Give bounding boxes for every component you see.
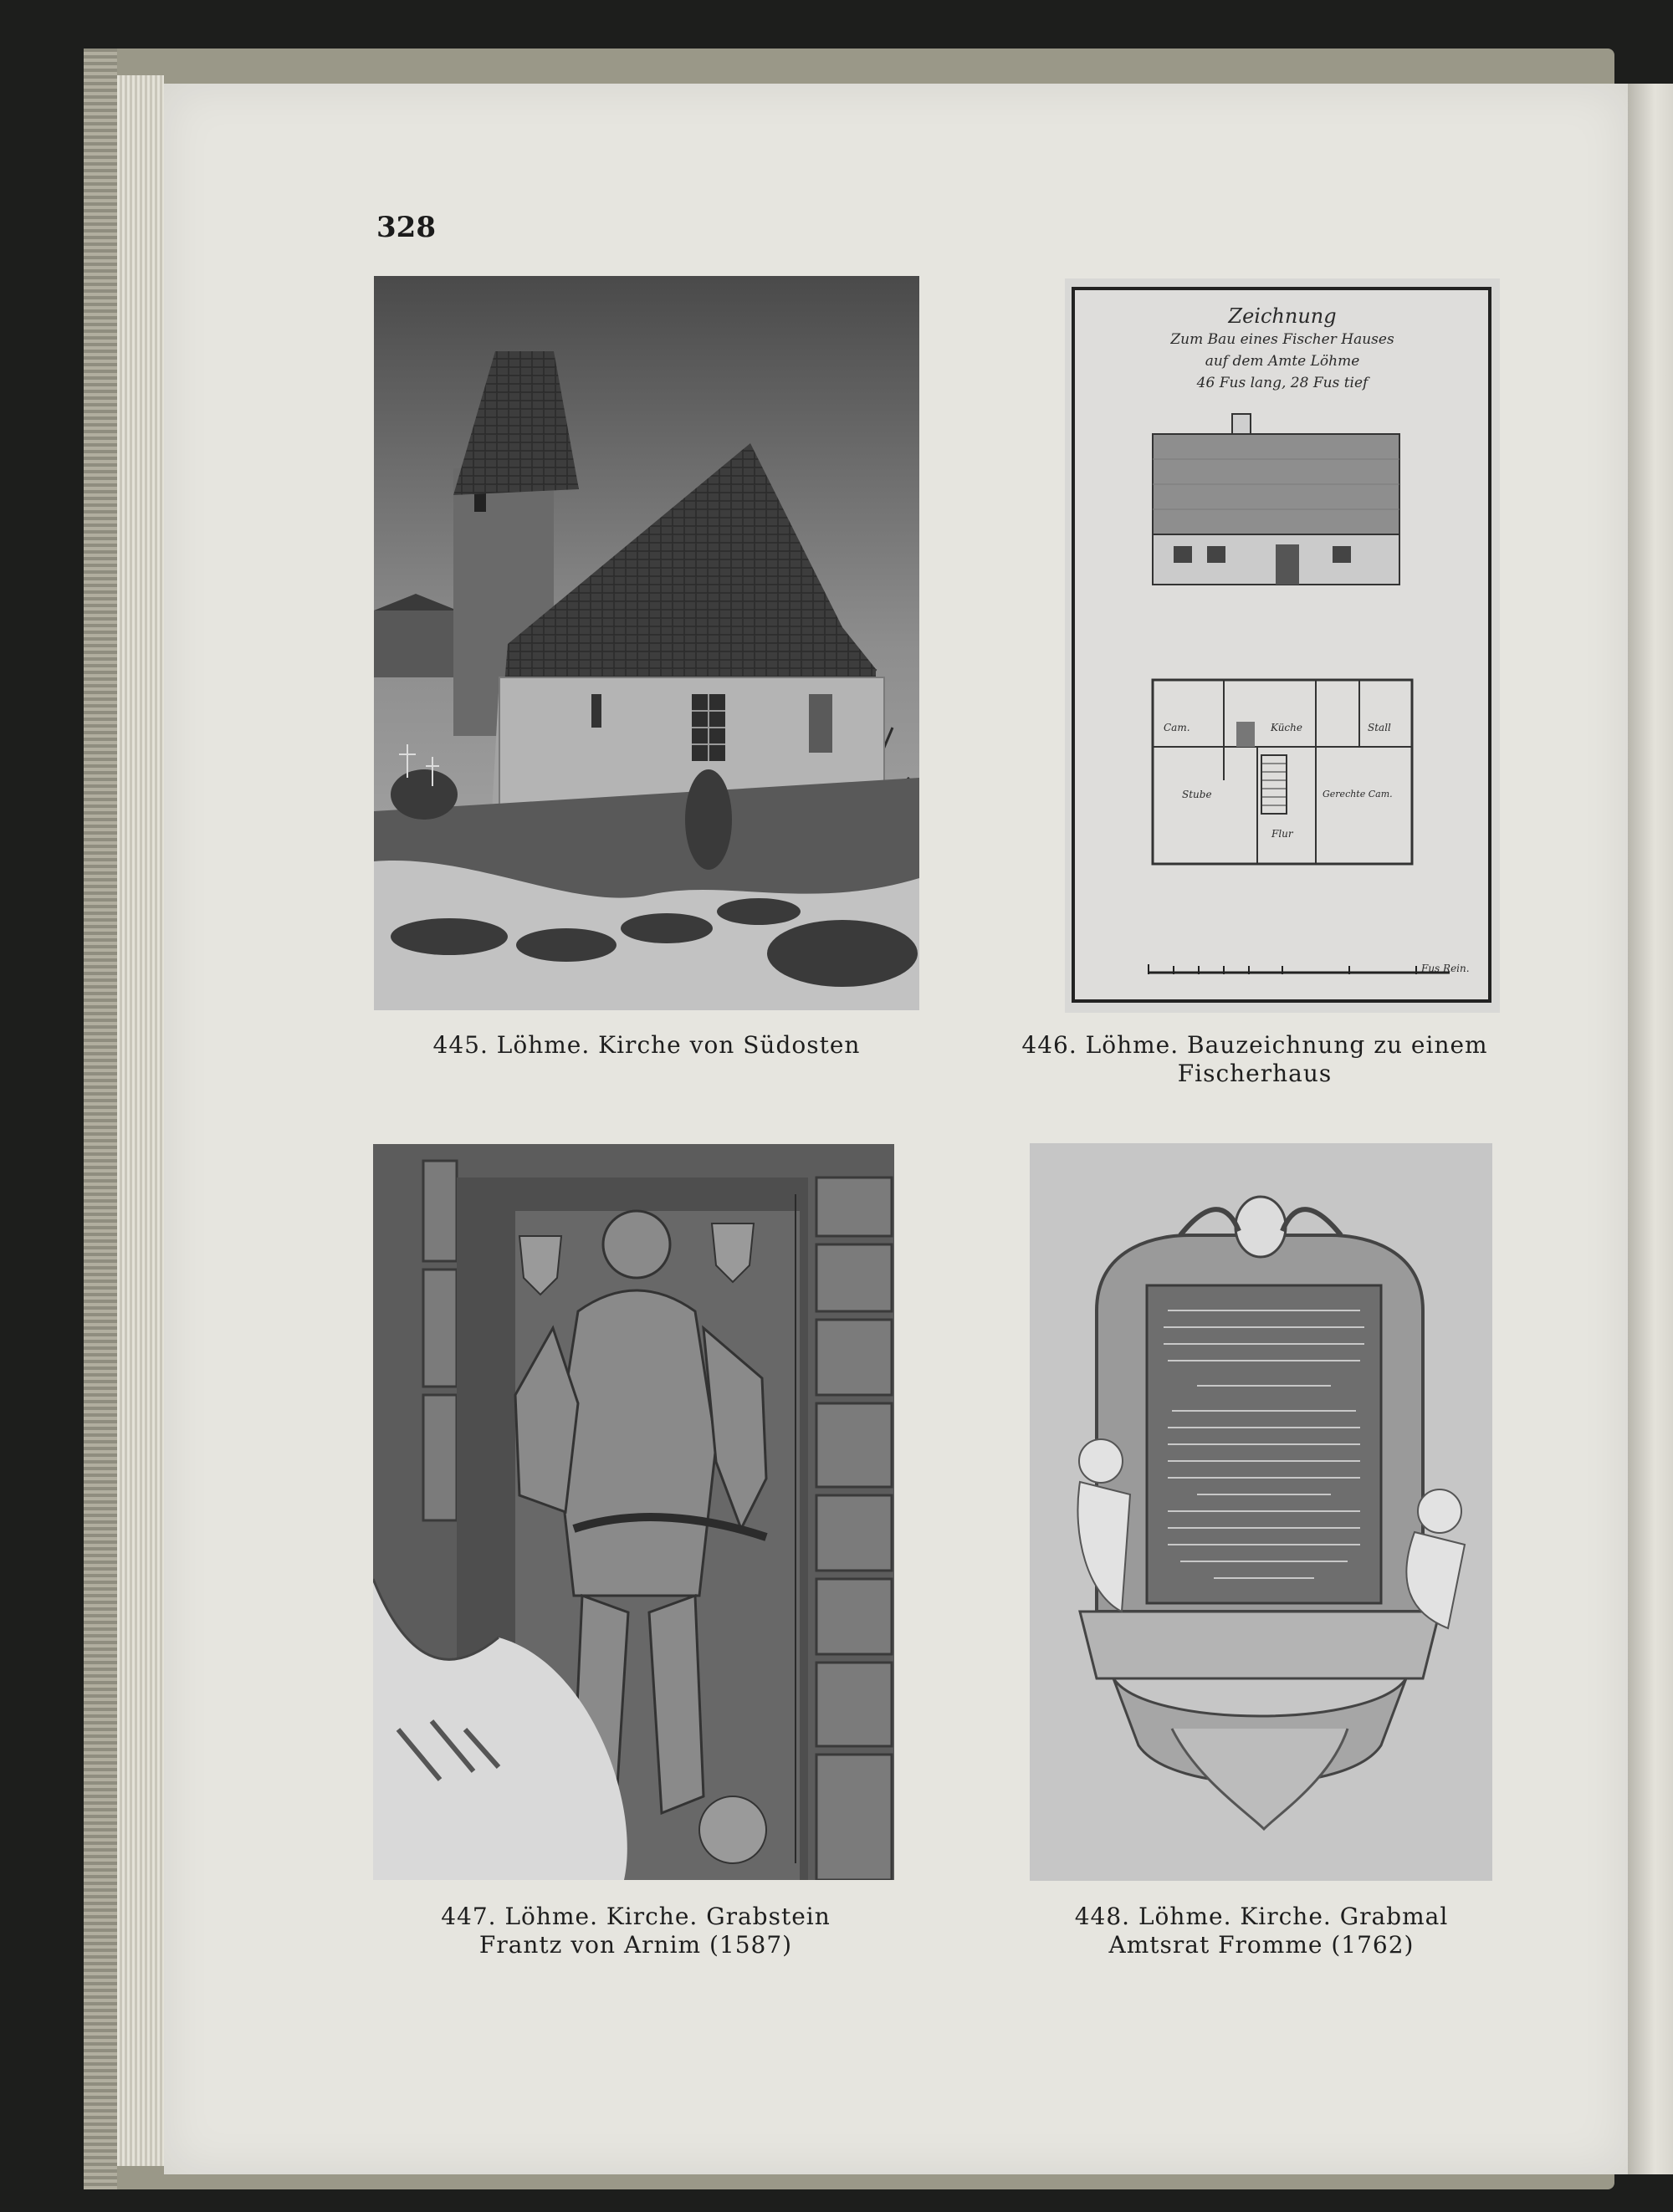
epitaph-photo <box>1030 1143 1492 1881</box>
scale-label: Fus Rein. <box>1421 963 1470 974</box>
room-label: Cam. <box>1164 722 1190 733</box>
figure-447-caption <box>351 1903 920 1959</box>
figure-447-caption-line-2: Frantz von Arnim (1587) <box>478 1931 793 1959</box>
figure-446-caption-line-1: 446. Löhme. Bauzeichnung zu einem Fischerhaus <box>1021 1031 1488 1087</box>
drawing-title-line-2: Zum Bau eines Fischer Hauses <box>1170 331 1394 348</box>
drawing-title <box>1115 304 1450 394</box>
room-label: Gerechte Cam. <box>1323 789 1393 799</box>
gravestone-photo <box>373 1144 894 1880</box>
drawing-title-line-1: Zeichnung <box>1228 304 1337 328</box>
figure-447-caption-line-1: 447. Löhme. Kirche. Grabstein <box>441 1903 831 1930</box>
drawing-title-line-3: auf dem Amte Löhme <box>1205 353 1360 370</box>
figure-448-caption-line-2: Amtsrat Fromme (1762) <box>1108 1931 1415 1959</box>
building-drawing <box>1065 278 1500 1013</box>
figure-445-caption <box>374 1031 919 1060</box>
church-photo <box>374 276 919 1010</box>
figure-448-caption <box>977 1903 1546 1959</box>
page-edges <box>117 75 164 2166</box>
page-gutter <box>1628 84 1673 2174</box>
page-number: 328 <box>376 211 436 244</box>
drawing-title-line-4: 46 Fus lang, 28 Fus tief <box>1196 375 1369 391</box>
room-label: Küche <box>1271 722 1302 733</box>
figure-446-caption <box>970 1031 1539 1088</box>
figure-448-caption-line-1: 448. Löhme. Kirche. Grabmal <box>1074 1903 1449 1930</box>
room-label: Stall <box>1368 722 1391 733</box>
room-label: Flur <box>1271 828 1293 840</box>
book-spine <box>84 49 117 2189</box>
figure-445-caption-line-1: 445. Löhme. Kirche von Südosten <box>432 1031 861 1059</box>
room-label: Stube <box>1182 789 1212 800</box>
